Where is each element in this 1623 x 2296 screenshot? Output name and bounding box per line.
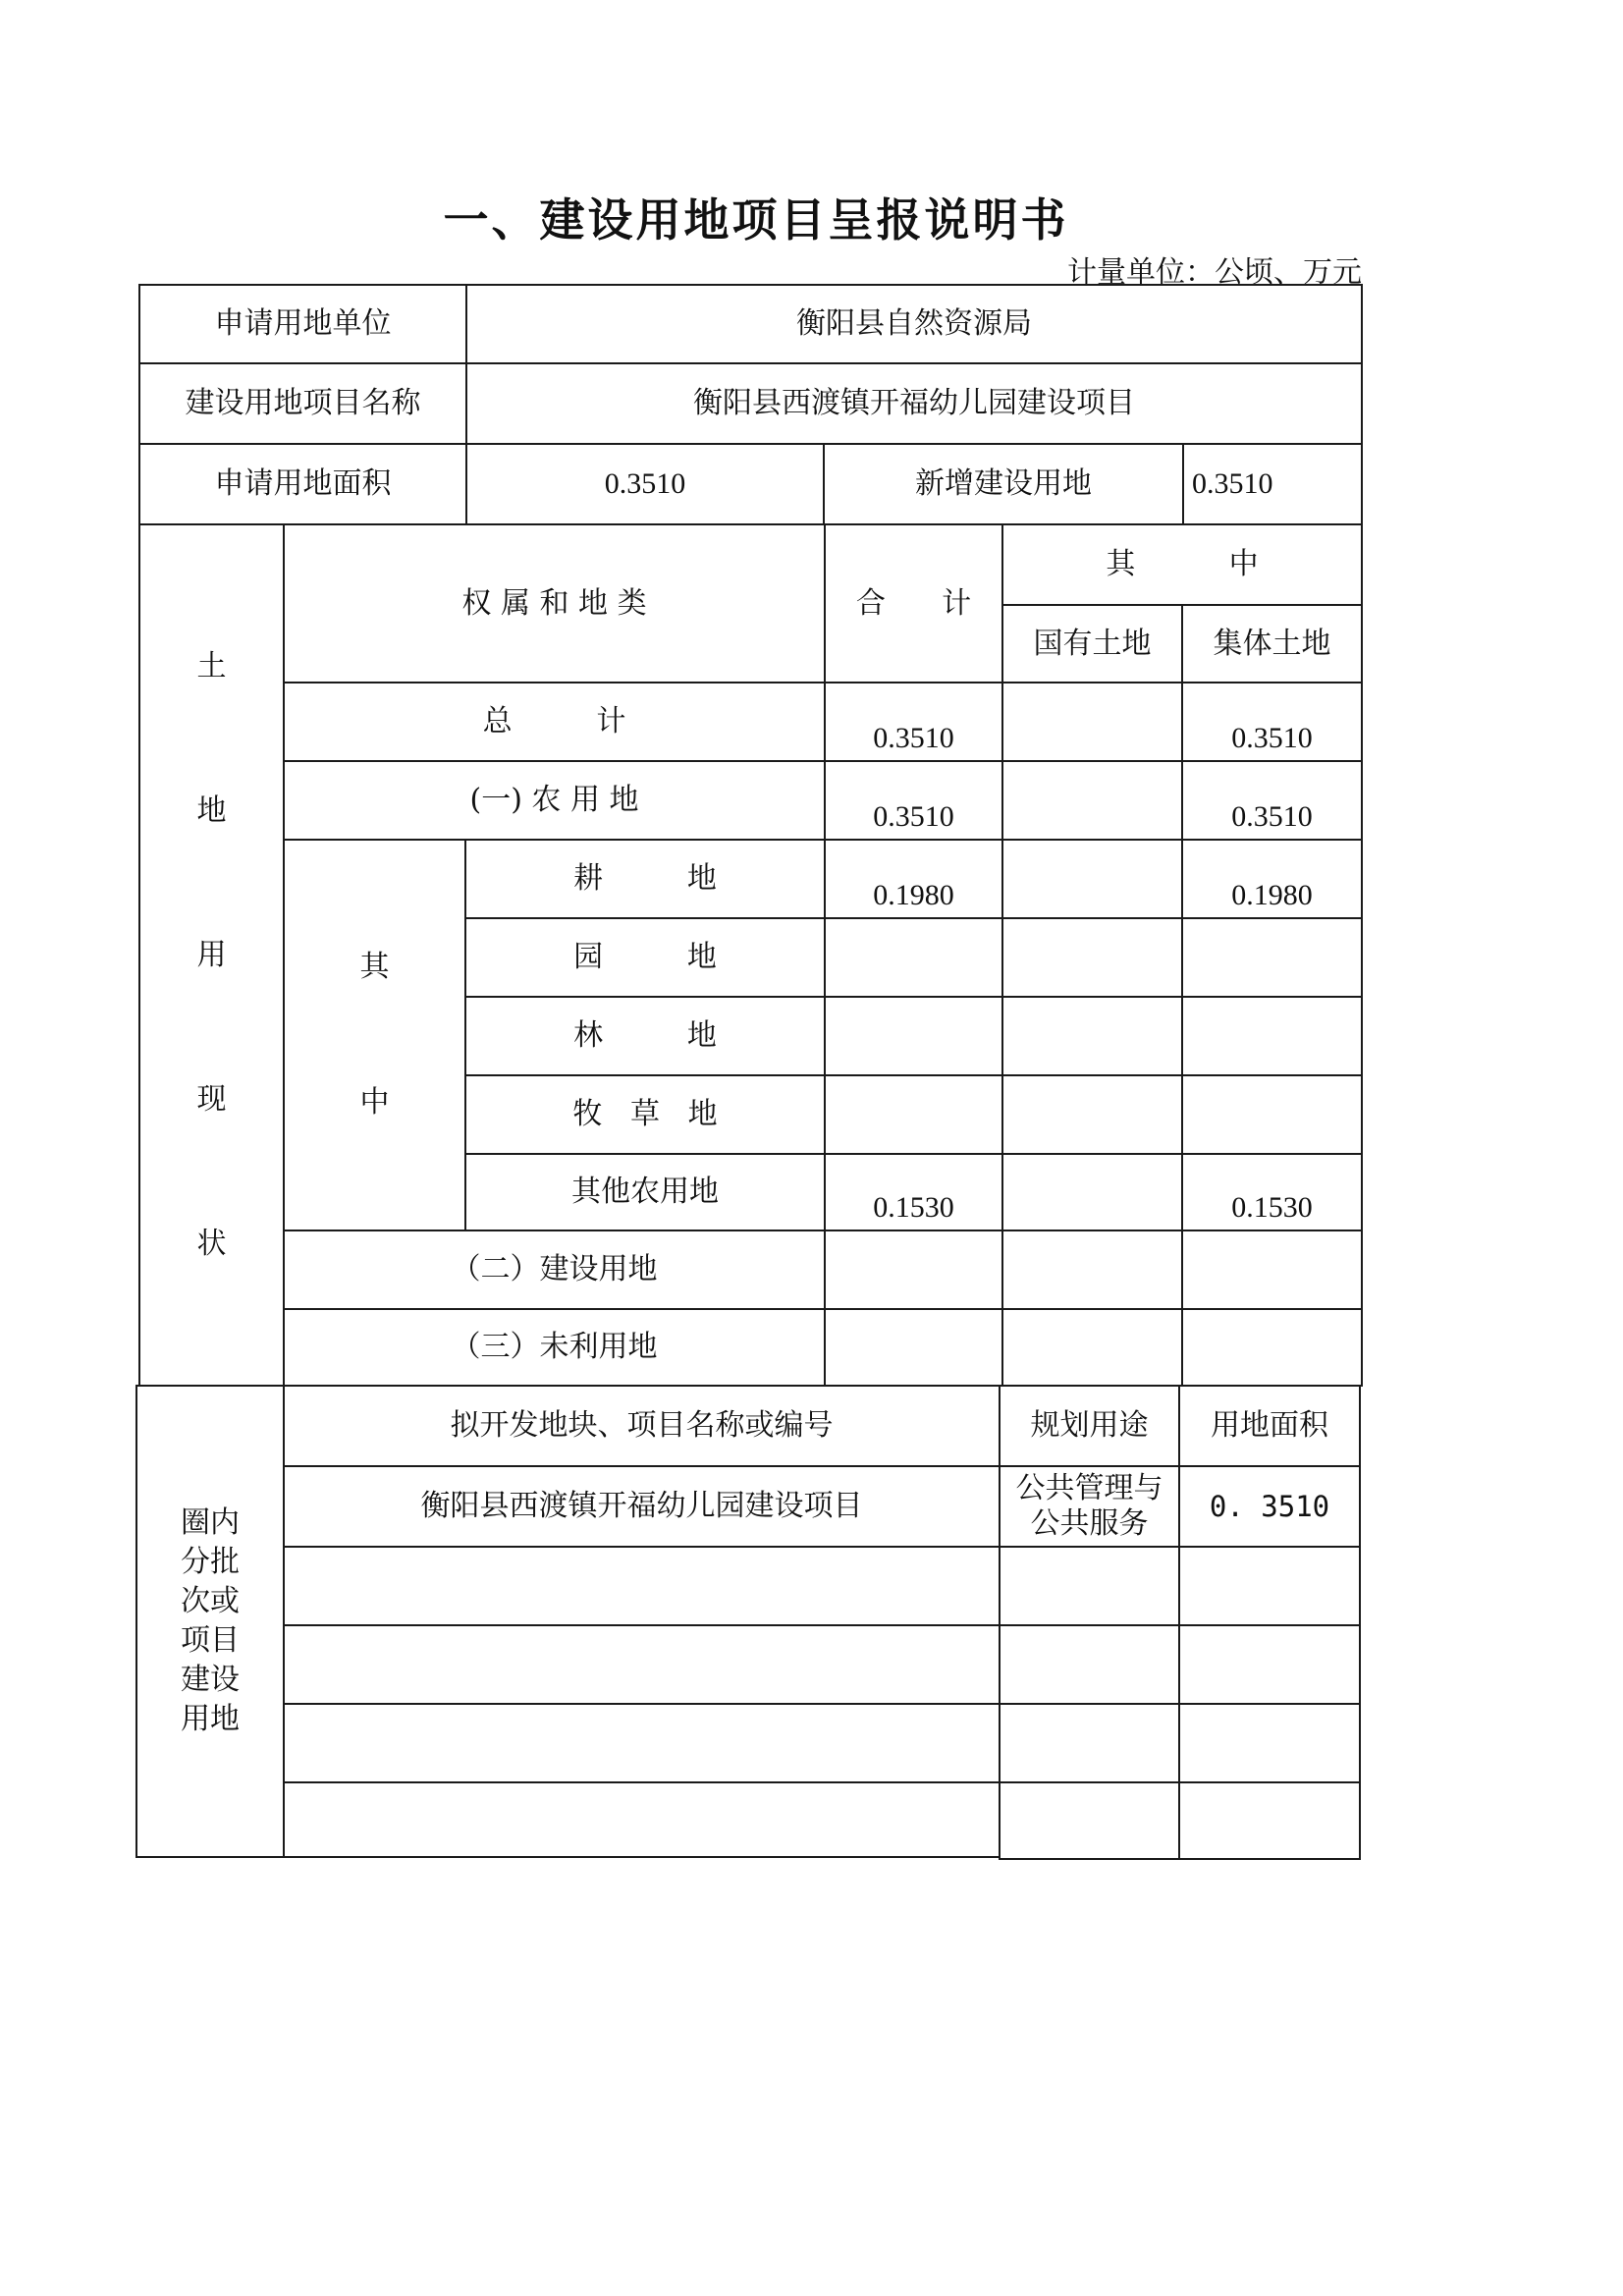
row-total: [824, 917, 1003, 998]
batch-row-name: 衡阳县西渡镇开福幼儿园建设项目: [283, 1465, 1001, 1548]
row-state: [1001, 682, 1183, 762]
row-collective: 0.3510: [1181, 760, 1363, 841]
row-label-garden: 园 地: [464, 917, 826, 998]
row-label-pasture: 牧 草 地: [464, 1074, 826, 1155]
section-char: 用: [196, 937, 227, 972]
row-state: [1001, 1230, 1183, 1310]
row-total: 0.3510: [824, 682, 1003, 762]
row-total: [824, 996, 1003, 1076]
row-collective: [1181, 996, 1363, 1076]
row-collective: [1181, 917, 1363, 998]
row-label-agricultural: (一) 农 用 地: [283, 760, 826, 841]
batch-label-line: 次或: [181, 1584, 240, 1618]
row-state: [1001, 917, 1183, 998]
unit-note: 计量单位：公顷、万元: [1067, 255, 1362, 290]
batch-row-name: [283, 1781, 1001, 1858]
new-land-label: 新增建设用地: [823, 443, 1184, 525]
row-label-forest: 林 地: [464, 996, 826, 1076]
batch-row-area: [1178, 1781, 1361, 1860]
row-state: [1001, 996, 1183, 1076]
of-which-header: 其 中: [1001, 523, 1363, 606]
row-collective: 0.3510: [1181, 682, 1363, 762]
batch-row-name: [283, 1624, 1001, 1705]
batch-row-use-line: 公共服务: [1030, 1506, 1149, 1541]
of-which-char: 其: [359, 950, 390, 985]
batch-section-label: [135, 1385, 285, 1858]
batch-label-line: 用地: [181, 1702, 240, 1736]
batch-name-header: 拟开发地块、项目名称或编号: [283, 1385, 1001, 1467]
batch-row-use: [999, 1624, 1180, 1705]
row-total: 0.3510: [824, 760, 1003, 841]
document-title: 一、建设用地项目呈报说明书: [443, 193, 1069, 246]
row-collective: [1181, 1308, 1363, 1387]
area-label: 申请用地面积: [138, 443, 467, 525]
row-state: [1001, 1074, 1183, 1155]
area-value: 0.3510: [465, 443, 825, 525]
collective-header: 集体土地: [1181, 604, 1363, 683]
of-which-char: 中: [359, 1085, 390, 1121]
row-label-construction: （二）建设用地: [283, 1230, 826, 1310]
row-total: 0.1530: [824, 1153, 1003, 1231]
row-state: [1001, 839, 1183, 919]
batch-row-name: [283, 1703, 1001, 1783]
row-label-unused: （三）未利用地: [283, 1308, 826, 1387]
batch-row-use: [999, 1546, 1180, 1626]
batch-row-use-line: 公共管理与: [1015, 1471, 1163, 1505]
applicant-value: 衡阳县自然资源局: [465, 284, 1363, 364]
batch-area-header: 用地面积: [1178, 1385, 1361, 1467]
batch-row-area: [1178, 1703, 1361, 1783]
section-char: 现: [196, 1081, 227, 1117]
section-char: 状: [196, 1226, 227, 1261]
row-state: [1001, 1153, 1183, 1231]
row-total: [824, 1308, 1003, 1387]
batch-row-use: [999, 1465, 1180, 1548]
ownership-header: 权 属 和 地 类: [283, 523, 826, 683]
row-collective: 0.1980: [1181, 839, 1363, 919]
row-label-other-agricultural: 其他农用地: [464, 1153, 826, 1231]
row-label-total: 总 计: [283, 682, 826, 762]
batch-label-line: 项目: [181, 1623, 240, 1658]
row-total: 0.1980: [824, 839, 1003, 919]
batch-row-use: [999, 1781, 1180, 1860]
applicant-label: 申请用地单位: [138, 284, 467, 364]
batch-row-area: 0. 3510: [1178, 1465, 1361, 1548]
batch-row-area: [1178, 1624, 1361, 1705]
batch-row-use: [999, 1703, 1180, 1783]
land-status-section-label: [138, 523, 285, 1387]
of-which-sub-label: [283, 839, 466, 1231]
batch-label-line: 建设: [181, 1663, 240, 1697]
batch-row-area: [1178, 1546, 1361, 1626]
row-state: [1001, 760, 1183, 841]
state-header: 国有土地: [1001, 604, 1183, 683]
batch-row-name: [283, 1546, 1001, 1626]
row-collective: 0.1530: [1181, 1153, 1363, 1231]
row-collective: [1181, 1230, 1363, 1310]
row-collective: [1181, 1074, 1363, 1155]
row-total: [824, 1230, 1003, 1310]
batch-label-line: 圈内: [181, 1505, 240, 1540]
project-label: 建设用地项目名称: [138, 362, 467, 445]
new-land-value: 0.3510: [1182, 443, 1363, 525]
section-char: 土: [196, 648, 227, 683]
row-label-cultivated: 耕 地: [464, 839, 826, 919]
batch-label-line: 分批: [181, 1545, 240, 1579]
batch-use-header: 规划用途: [999, 1385, 1180, 1467]
row-state: [1001, 1308, 1183, 1387]
total-header: 合 计: [824, 523, 1003, 683]
row-total: [824, 1074, 1003, 1155]
project-value: 衡阳县西渡镇开福幼儿园建设项目: [465, 362, 1363, 445]
section-char: 地: [196, 793, 227, 828]
